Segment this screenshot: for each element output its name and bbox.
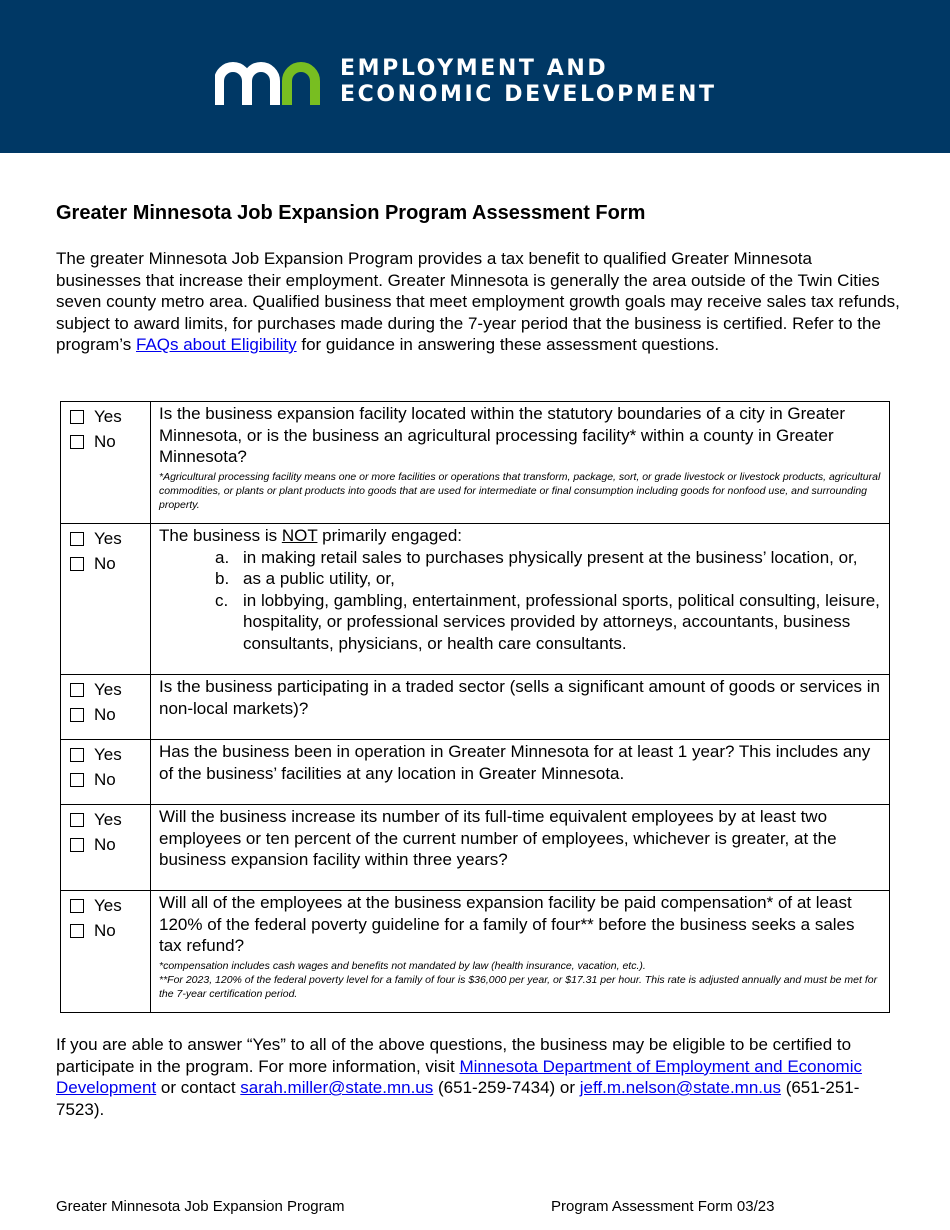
agency-name (340, 56, 717, 108)
agency-name-line1: EMPLOYMENT AND (340, 56, 609, 81)
list-item-text: in lobbying, gambling, entertainment, professional sports, political consulting, leisure, hospitality, or professional services provided by attorneys, accountants, business consultants, physicians, or health care consultants. (243, 590, 880, 653)
question-footnote-2: **For 2023, 120% of the federal poverty level for a family of four is $36,000 per year, or $17.31 per hour. This rate is adjusted annually and must be met for the 7-year certification period. (159, 973, 878, 1000)
footer-form-id: Program Assessment Form 03/23 (551, 1198, 775, 1215)
question-row (61, 805, 890, 891)
question-cell (151, 805, 890, 891)
yes-checkbox[interactable] (70, 532, 84, 546)
answer-cell (61, 402, 151, 524)
no-label: No (94, 704, 116, 724)
no-label: No (94, 834, 116, 854)
yes-checkbox[interactable] (70, 748, 84, 762)
no-label: No (94, 431, 116, 451)
exclusion-list (159, 547, 881, 655)
closing-paragraph (56, 1034, 891, 1120)
yes-checkbox[interactable] (70, 683, 84, 697)
question-cell (151, 675, 890, 740)
question-cell (151, 740, 890, 805)
closing-text-3: (651-259-7434) or (433, 1078, 580, 1097)
yes-label: Yes (94, 895, 122, 915)
question-row (61, 740, 890, 805)
question-text: Will the business increase its number of its full-time equivalent employees by at least two employees or ten percent of the current number of employees, whichever is greater, at the business expansion facility within three years? (159, 807, 837, 869)
yes-label: Yes (94, 809, 122, 829)
question-row (61, 402, 890, 524)
no-label: No (94, 920, 116, 940)
question-text: Has the business been in operation in Greater Minnesota for at least 1 year? This includes any of the business’ facilities at any location in Greater Minnesota. (159, 742, 871, 783)
footer-program-name: Greater Minnesota Job Expansion Program (56, 1198, 345, 1215)
list-item (215, 590, 881, 655)
question-footnote: *Agricultural processing facility means one or more facilities or operations that transform, package, sort, or grade livestock or livestock products, agricultural commodities, or plants or plant products into goods that are used for intermediate or final consumption including goods for nonfood use, and surrounding property. (159, 470, 881, 511)
intro-text-after: for guidance in answering these assessment questions. (296, 335, 720, 354)
question-cell (151, 891, 890, 1013)
no-label: No (94, 769, 116, 789)
header-banner (0, 0, 950, 153)
yes-label: Yes (94, 406, 122, 426)
question-cell (151, 524, 890, 675)
answer-cell (61, 891, 151, 1013)
agency-name-line2: ECONOMIC DEVELOPMENT (340, 82, 717, 107)
yes-label: Yes (94, 679, 122, 699)
yes-label: Yes (94, 744, 122, 764)
closing-text: If you are able to answer “Yes” to all of the above questions, the business may be eligible to be certified to participate in the program. For more information, visit (56, 1035, 852, 1076)
intro-paragraph (56, 248, 901, 356)
list-item (215, 547, 881, 569)
yes-checkbox[interactable] (70, 410, 84, 424)
question-row (61, 675, 890, 740)
no-checkbox[interactable] (70, 924, 84, 938)
closing-text-4: (651-251-7523). (56, 1078, 860, 1119)
faq-eligibility-link[interactable]: FAQs about Eligibility (136, 335, 297, 354)
answer-cell (61, 675, 151, 740)
contact-email-link[interactable]: sarah.miller@state.mn.us (240, 1078, 434, 1097)
list-item-label: c. (215, 590, 229, 610)
answer-cell (61, 524, 151, 675)
not-emphasis: NOT (281, 526, 318, 545)
contact-email-link-2[interactable]: jeff.m.nelson@state.mn.us (579, 1078, 781, 1097)
yes-label: Yes (94, 528, 122, 548)
yes-checkbox[interactable] (70, 813, 84, 827)
question-text: Is the business participating in a traded sector (sells a significant amount of goods or services in non-local markets)? (159, 677, 880, 718)
closing-text-2: or contact (156, 1078, 241, 1097)
yes-checkbox[interactable] (70, 899, 84, 913)
no-label: No (94, 553, 116, 573)
answer-cell (61, 740, 151, 805)
mn-logo-icon (215, 57, 325, 107)
list-item-label: a. (215, 547, 230, 567)
question-row (61, 524, 890, 675)
form-title: Greater Minnesota Job Expansion Program Assessment Form (56, 202, 646, 224)
deed-website-link[interactable]: Minnesota Department of Employment and Economic Development (56, 1056, 862, 1097)
list-item (215, 568, 881, 590)
list-item-label: b. (215, 569, 230, 588)
question-footnote: *compensation includes cash wages and benefits not mandated by law (health insurance, vacation, etc.). (159, 959, 646, 972)
no-checkbox[interactable] (70, 435, 84, 449)
intro-text: The greater Minnesota Job Expansion Program provides a tax benefit to qualified Greater Minnesota businesses that increase their employment. Greater Minnesota is generally the area outside of the Twin Cities seven county metro area. Qualified business that meet employment growth goals may receive sales tax refunds, subject to award limits, for purchases made during the 7-year period that the business is certified. Refer to the program’s (56, 249, 900, 354)
no-checkbox[interactable] (70, 773, 84, 787)
question-text-before: The business is (159, 526, 282, 545)
answer-cell (61, 805, 151, 891)
question-cell (151, 402, 890, 524)
no-checkbox[interactable] (70, 708, 84, 722)
list-item-text: as a public utility, or, (243, 569, 395, 588)
question-text: Will all of the employees at the business expansion facility be paid compensation* of at least 120% of the federal poverty guideline for a family of four** before the business seeks a sales tax refund? (159, 893, 855, 955)
no-checkbox[interactable] (70, 557, 84, 571)
question-text: Is the business expansion facility located within the statutory boundaries of a city in Greater Minnesota, or is the business an agricultural processing facility* within a county in Greater Minnesota? (159, 404, 846, 466)
no-checkbox[interactable] (70, 838, 84, 852)
assessment-table (60, 401, 890, 1013)
list-item-text: in making retail sales to purchases physically present at the business’ location, or, (243, 547, 858, 567)
question-text-after: primarily engaged: (317, 526, 462, 545)
question-row (61, 891, 890, 1013)
question-text (159, 525, 881, 547)
